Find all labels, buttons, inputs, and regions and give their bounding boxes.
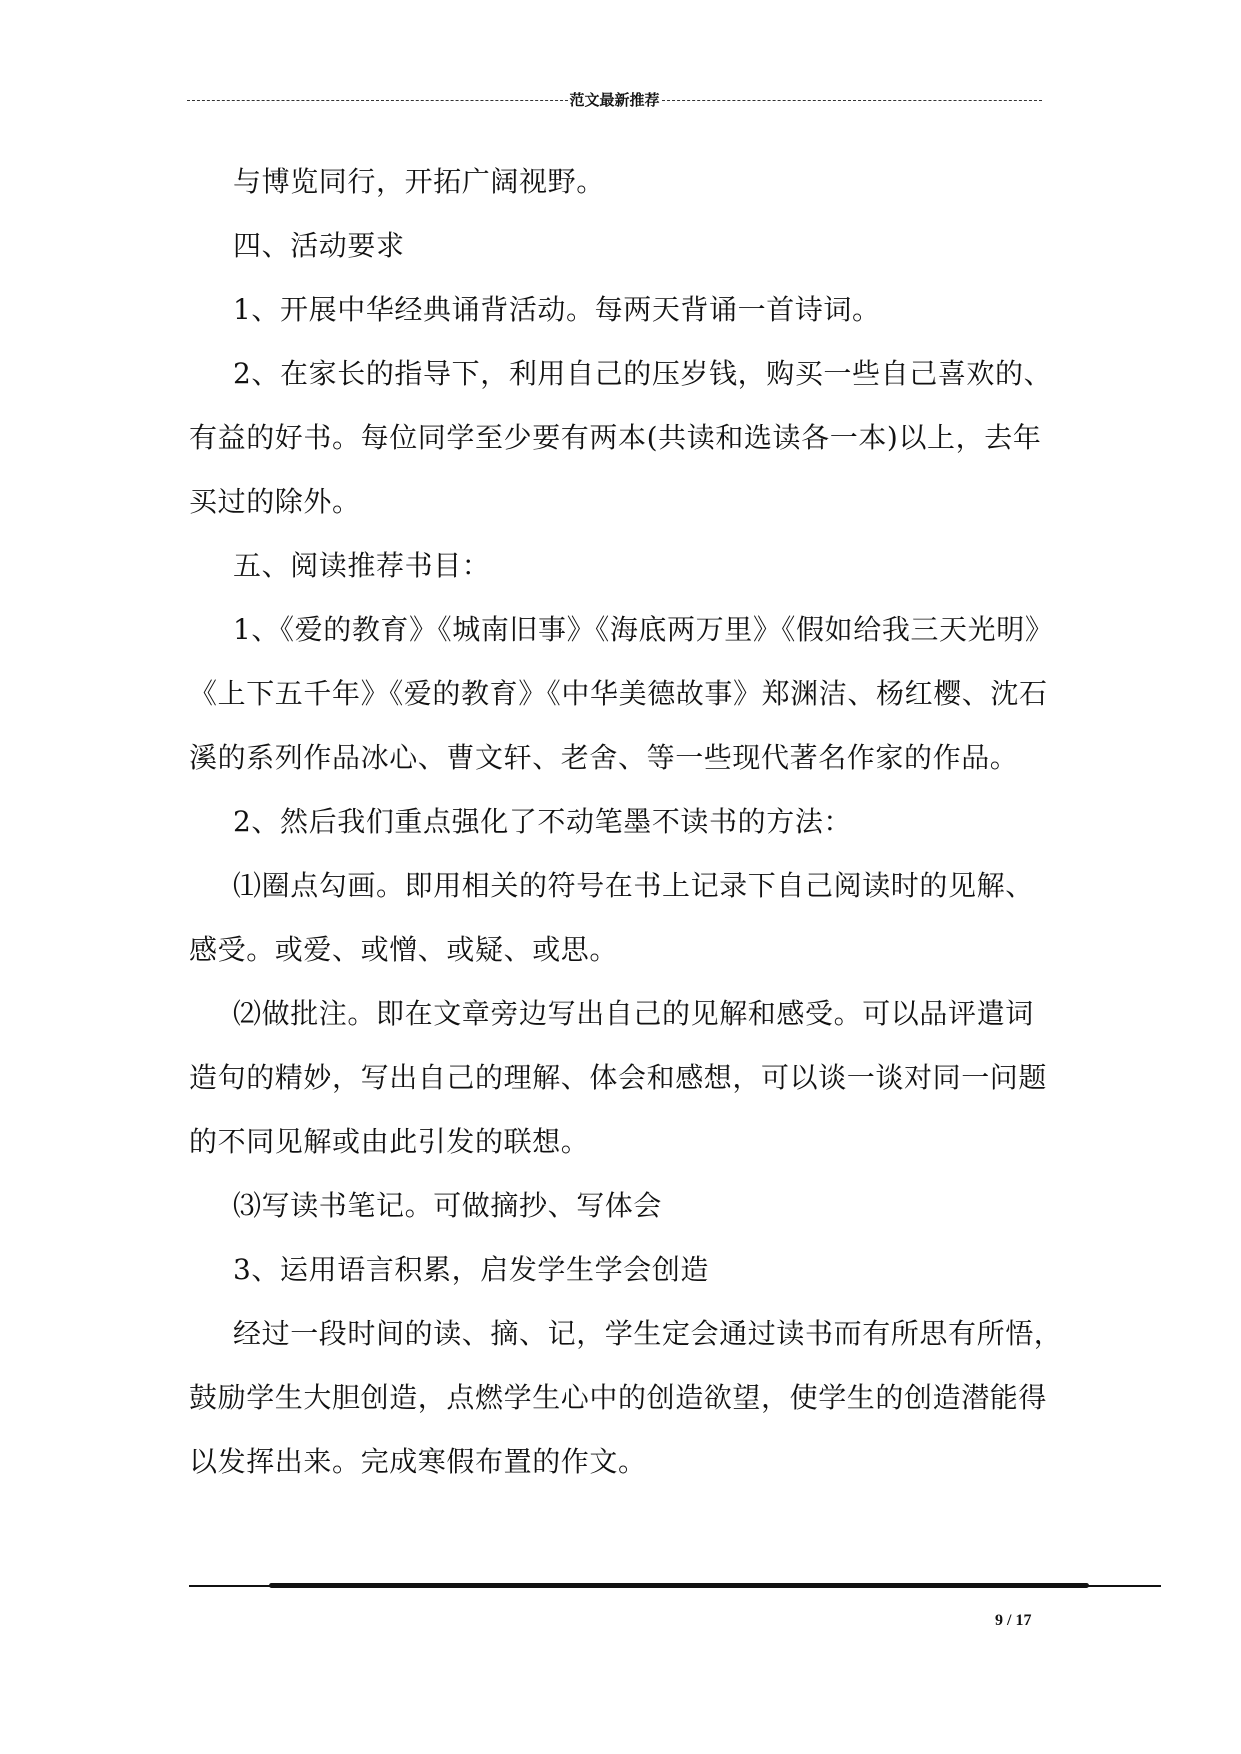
header-title: 范文最新推荐 <box>569 90 660 109</box>
footer-rule-thick <box>269 1583 1089 1588</box>
page-number: 9 / 17 <box>995 1612 1032 1629</box>
paragraph-line: 2、然后我们重点强化了不动笔墨不读书的方法： <box>233 805 853 838</box>
paragraph-line: ⑴圈点勾画。即用相关的符号在书上记录下自己阅读时的见解、 <box>233 869 1034 902</box>
paragraph-line: 与博览同行，开拓广阔视野。 <box>233 165 605 198</box>
paragraph-line: 造句的精妙，写出自己的理解、体会和感想，可以谈一谈对同一问题 <box>189 1061 1048 1094</box>
paragraph-line: 2、在家长的指导下，利用自己的压岁钱，购买一些自己喜欢的、 <box>233 357 1053 390</box>
paragraph-line: 溪的系列作品冰心、曹文轩、老舍、等一些现代著名作家的作品。 <box>189 741 1019 774</box>
document-body <box>189 150 1063 1494</box>
paragraph-line: 3、运用语言积累，启发学生学会创造 <box>233 1253 710 1286</box>
paragraph-line: 《上下五千年》《爱的教育》《中华美德故事》郑渊洁、杨红樱、沈石 <box>189 677 1048 710</box>
paragraph-line: 1、《爱的教育》《城南旧事》《海底两万里》《假如给我三天光明》 <box>233 613 1054 646</box>
paragraph-line: 鼓励学生大胆创造，点燃学生心中的创造欲望，使学生的创造潜能得 <box>189 1381 1048 1414</box>
paragraph-line: 经过一段时间的读、摘、记，学生定会通过读书而有所思有所悟， <box>233 1317 1063 1350</box>
paragraph-line: 1、开展中华经典诵背活动。每两天背诵一首诗词。 <box>233 293 881 326</box>
header-dash-left <box>187 100 568 101</box>
paragraph-line: ⑵做批注。即在文章旁边写出自己的见解和感受。可以品评遣词 <box>233 997 1034 1030</box>
section-heading: 四、活动要求 <box>233 229 405 262</box>
paragraph-line: 感受。或爱、或憎、或疑、或思。 <box>189 933 619 966</box>
paragraph-line: 有益的好书。每位同学至少要有两本(共读和选读各一本)以上，去年 <box>189 421 1042 454</box>
paragraph-line: 买过的除外。 <box>189 485 361 518</box>
page-header <box>187 89 1042 109</box>
section-heading: 五、阅读推荐书目： <box>233 549 491 582</box>
paragraph-line: ⑶写读书笔记。可做摘抄、写体会 <box>233 1189 663 1222</box>
paragraph-line: 以发挥出来。完成寒假布置的作文。 <box>189 1445 647 1478</box>
header-dash-right <box>662 100 1043 101</box>
paragraph-line: 的不同见解或由此引发的联想。 <box>189 1125 590 1158</box>
